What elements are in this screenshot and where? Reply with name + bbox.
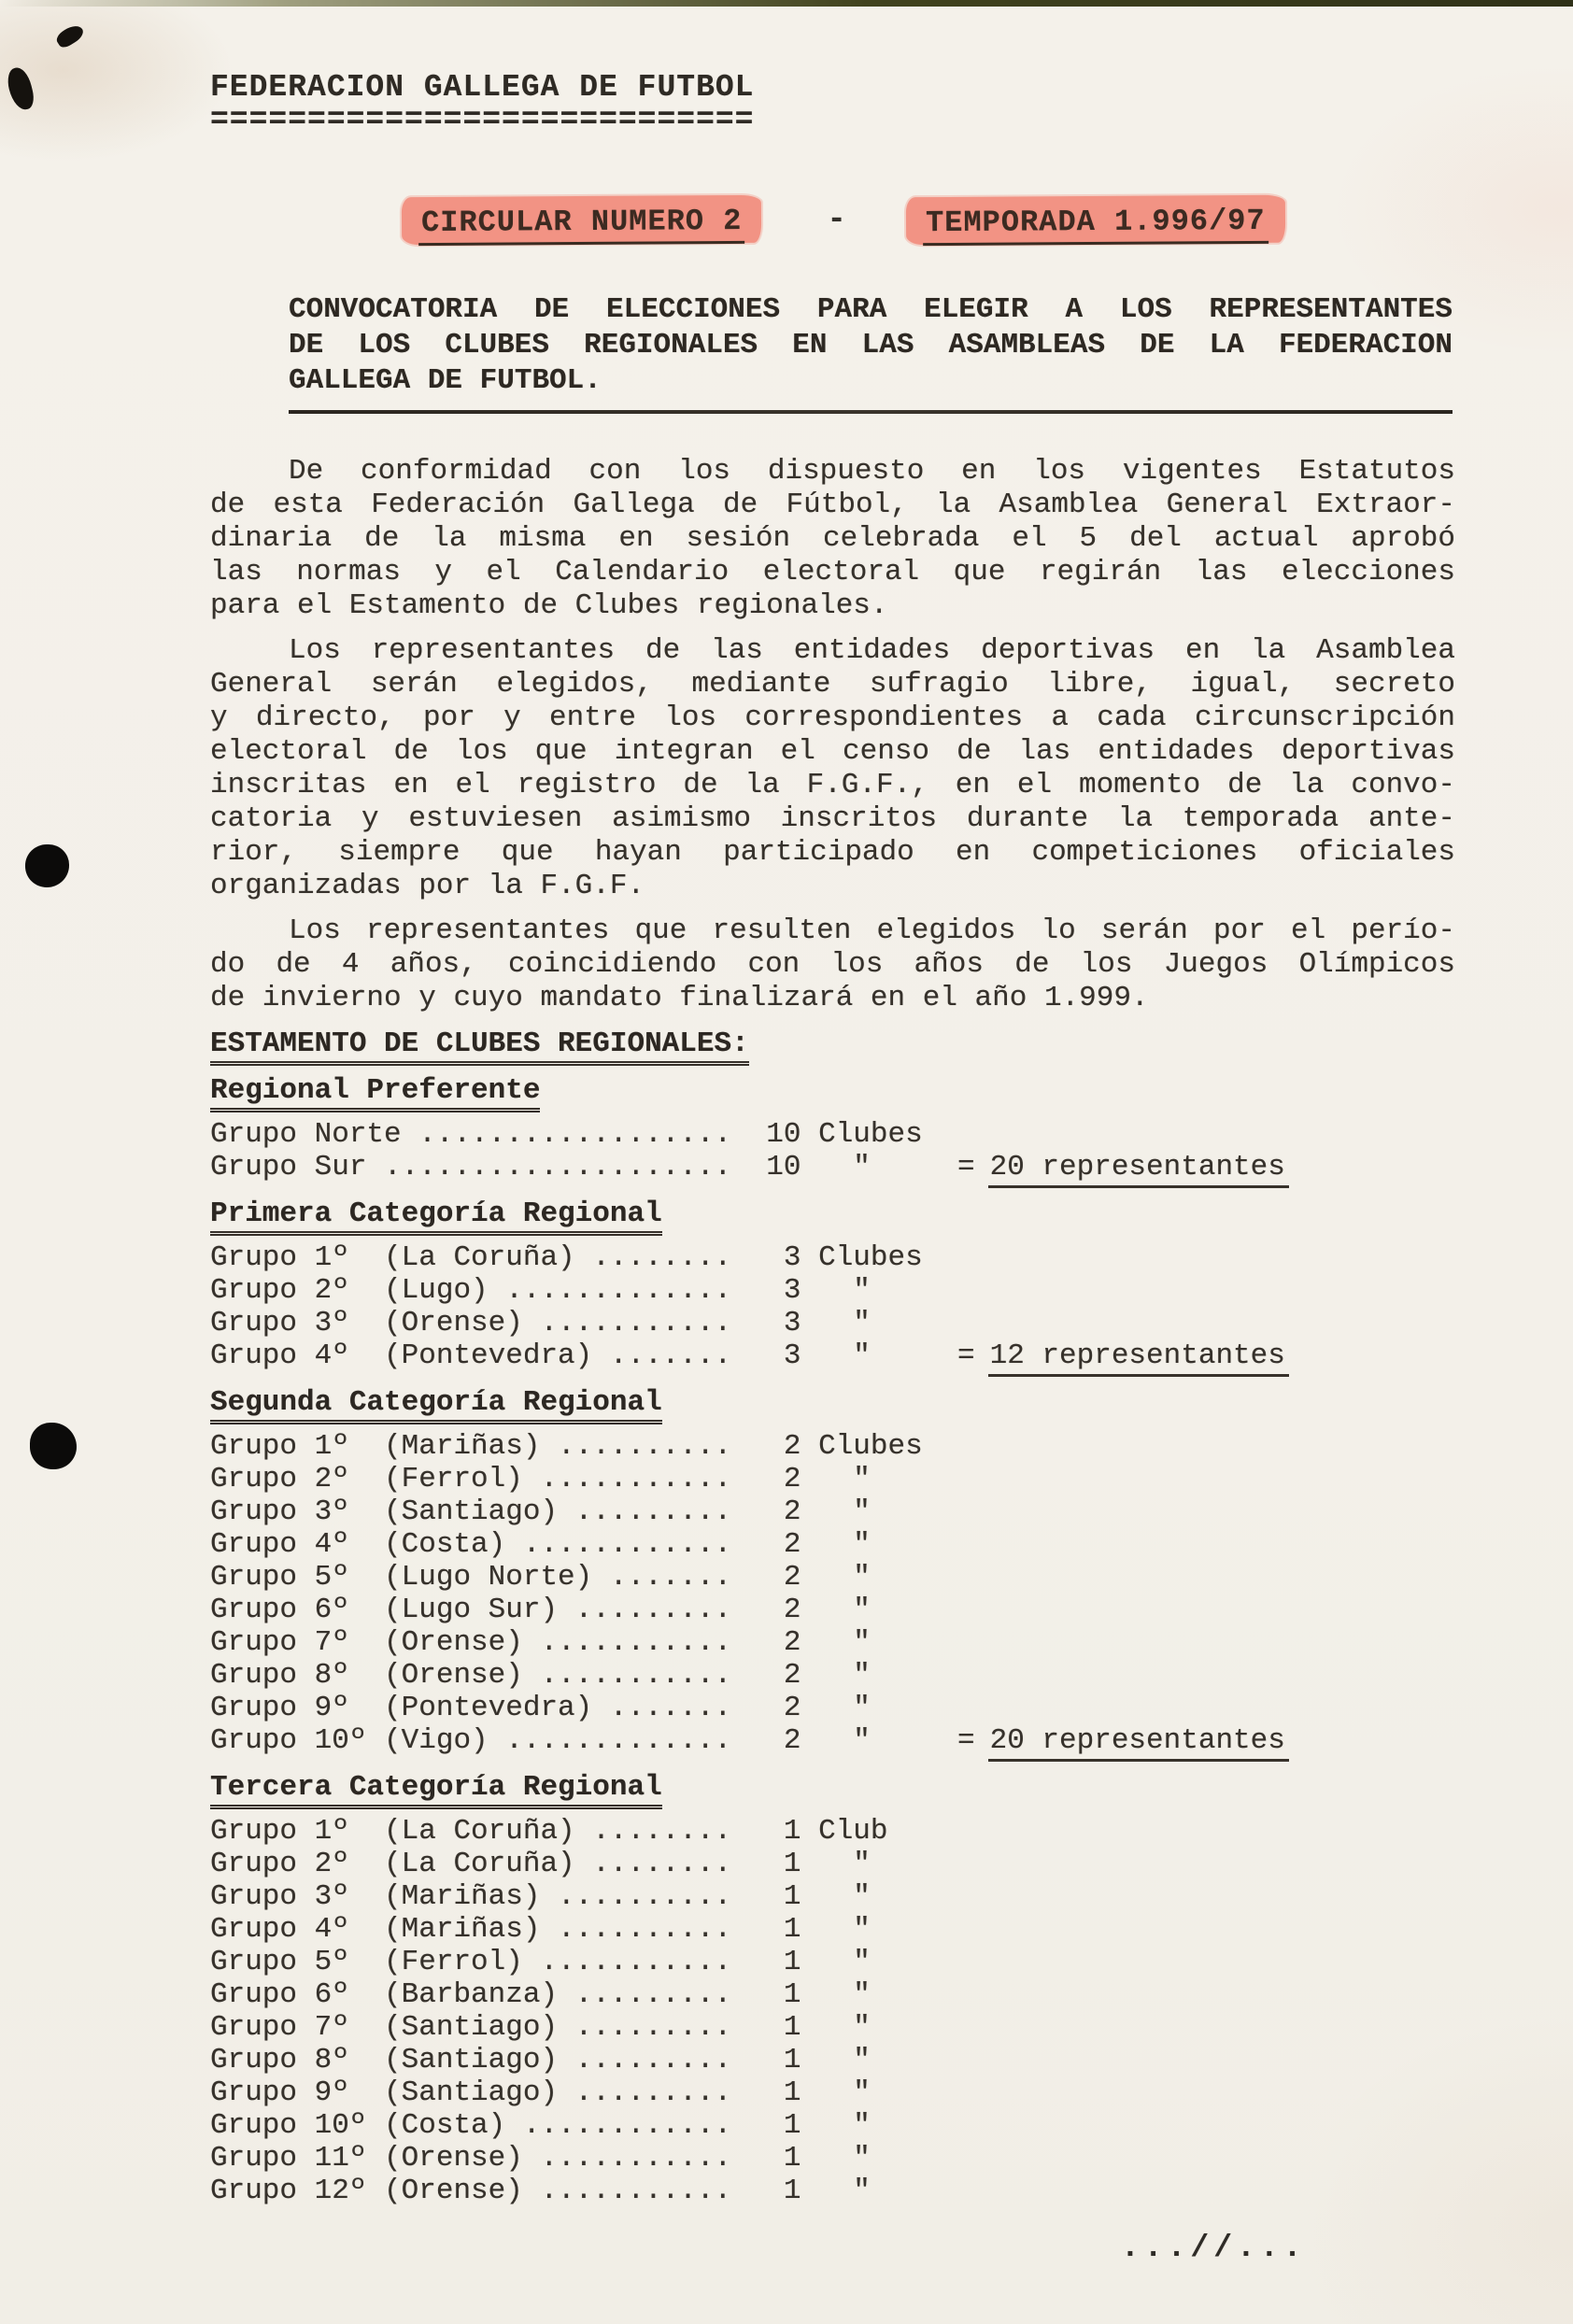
paragraph	[210, 914, 1455, 1015]
table-row	[210, 2142, 1455, 2175]
paragraph-line: para el Estamento de Clubes regionales.	[210, 589, 888, 622]
row-text: Grupo 2º (Lugo) ............. 3 "	[210, 1274, 871, 1307]
paragraph-line: do de 4 años, coincidiendo con los años de los Juegos Olímpicos	[210, 948, 1455, 981]
row-text: Grupo 8º (Orense) ........... 2 "	[210, 1659, 871, 1692]
section-table	[210, 1241, 1455, 1372]
row-total	[957, 1339, 1289, 1372]
section-heading: Segunda Categoría Regional	[210, 1385, 1455, 1421]
title-line: GALLEGA DE FUTBOL.	[289, 364, 602, 397]
circular-number-label: CIRCULAR NUMERO 2	[418, 204, 745, 246]
season-label: TEMPORADA 1.996/97	[923, 204, 1268, 246]
table-row	[210, 2076, 1455, 2109]
row-text: Grupo 8º (Santiago) ......... 1 "	[210, 2044, 871, 2076]
table-row	[210, 2044, 1455, 2076]
table-row	[210, 1307, 1455, 1339]
paragraph	[210, 634, 1455, 903]
equals-sign: =	[957, 1151, 975, 1183]
total-label: 20 representantes	[988, 1151, 1289, 1188]
circular-number-highlight	[402, 195, 762, 245]
row-text: Grupo 10º (Vigo) ............. 2 "	[210, 1724, 871, 1757]
table-row	[210, 1880, 1455, 1913]
row-text: Grupo 4º (Pontevedra) ....... 3 "	[210, 1339, 871, 1372]
row-text: Grupo 4º (Mariñas) .......... 1 "	[210, 1913, 871, 1946]
circular-header-row	[402, 196, 1455, 244]
row-text: Grupo 7º (Santiago) ......... 1 "	[210, 2011, 871, 2044]
row-total	[957, 1724, 1289, 1757]
paragraph-line: catoria y estuviesen asimismo inscritos durante la temporada ante-	[210, 802, 1455, 835]
table-row	[210, 1626, 1455, 1659]
document-title	[289, 292, 1453, 399]
row-text: Grupo 6º (Lugo Sur) ......... 2 "	[210, 1594, 871, 1626]
table-row	[210, 1848, 1455, 1880]
table-row	[210, 1913, 1455, 1946]
row-text: Grupo 6º (Barbanza) ......... 1 "	[210, 1978, 871, 2011]
row-text: Grupo Norte .................. 10 Clubes	[210, 1118, 923, 1151]
table-row	[210, 1339, 1455, 1372]
table-row	[210, 1978, 1455, 2011]
title-underline-rule	[289, 410, 1453, 414]
separator-dash: -	[827, 202, 846, 238]
row-text: Grupo 12º (Orense) ........... 1 "	[210, 2175, 871, 2207]
row-text: Grupo 2º (Ferrol) ........... 2 "	[210, 1463, 871, 1495]
paragraph-line: General serán elegidos, mediante sufragio libre, igual, secreto	[210, 668, 1455, 701]
section-heading: Primera Categoría Regional	[210, 1197, 1455, 1232]
paragraph	[210, 455, 1455, 623]
title-line: DE LOS CLUBES REGIONALES EN LAS ASAMBLEAS DE LA FEDERACION	[289, 329, 1453, 361]
section-table	[210, 1815, 1455, 2207]
equals-sign: =	[957, 1724, 975, 1757]
paragraph-line: organizadas por la F.G.F.	[210, 870, 645, 902]
row-text: Grupo 1º (Mariñas) .......... 2 Clubes	[210, 1430, 923, 1463]
equals-sign: =	[957, 1339, 975, 1372]
section-table	[210, 1430, 1455, 1757]
paragraph-line: rior, siempre que hayan participado en competiciones oficiales	[210, 836, 1455, 869]
table-row	[210, 1274, 1455, 1307]
row-text: Grupo Sur .................... 10 "	[210, 1151, 871, 1183]
row-text: Grupo 4º (Costa) ............ 2 "	[210, 1528, 871, 1561]
title-line: CONVOCATORIA DE ELECCIONES PARA ELEGIR A LOS REPRESENTANTES	[289, 293, 1453, 326]
season-highlight	[906, 195, 1285, 245]
row-text: Grupo 5º (Ferrol) ........... 1 "	[210, 1946, 871, 1978]
paragraph-line: De conformidad con los dispuesto en los vigentes Estatutos	[289, 455, 1455, 488]
row-text: Grupo 3º (Santiago) ......... 2 "	[210, 1495, 871, 1528]
table-row	[210, 1151, 1455, 1183]
table-row	[210, 1561, 1455, 1594]
row-text: Grupo 3º (Orense) ........... 3 "	[210, 1307, 871, 1339]
table-row	[210, 2175, 1455, 2207]
table-row	[210, 1430, 1455, 1463]
table-row	[210, 2011, 1455, 2044]
row-total	[957, 1151, 1289, 1183]
table-row	[210, 2109, 1455, 2142]
table-row	[210, 1815, 1455, 1848]
paragraph-line: de invierno y cuyo mandato finalizará en el año 1.999.	[210, 982, 1149, 1014]
paragraph-line: de esta Federación Gallega de Fútbol, la Asamblea General Extraor-	[210, 489, 1455, 521]
row-text: Grupo 5º (Lugo Norte) ....... 2 "	[210, 1561, 871, 1594]
table-row	[210, 1463, 1455, 1495]
row-text: Grupo 9º (Santiago) ......... 1 "	[210, 2076, 871, 2109]
table-row	[210, 1659, 1455, 1692]
row-text: Grupo 7º (Orense) ........... 2 "	[210, 1626, 871, 1659]
section-heading: Tercera Categoría Regional	[210, 1770, 1455, 1806]
total-label: 12 representantes	[988, 1339, 1289, 1377]
section-heading: Regional Preferente	[210, 1073, 1455, 1109]
table-row	[210, 1692, 1455, 1724]
paragraph-line: las normas y el Calendario electoral que regirán las elecciones	[210, 556, 1455, 588]
continuation-mark: ...//...	[1121, 2231, 1307, 2265]
total-label: 20 representantes	[988, 1724, 1289, 1762]
row-text: Grupo 1º (La Coruña) ........ 3 Clubes	[210, 1241, 923, 1274]
table-row	[210, 1495, 1455, 1528]
paragraph-line: electoral de los que integran el censo de las entidades deportivas	[210, 735, 1455, 768]
row-text: Grupo 1º (La Coruña) ........ 1 Club	[210, 1815, 888, 1848]
table-row	[210, 1724, 1455, 1757]
table-row	[210, 1946, 1455, 1978]
row-text: Grupo 10º (Costa) ............ 1 "	[210, 2109, 871, 2142]
row-text: Grupo 2º (La Coruña) ........ 1 "	[210, 1848, 871, 1880]
row-text: Grupo 9º (Pontevedra) ....... 2 "	[210, 1692, 871, 1724]
letterhead	[210, 71, 1455, 136]
organization-rule: ============================	[210, 103, 755, 137]
table-row	[210, 1528, 1455, 1561]
section-table	[210, 1118, 1455, 1183]
paragraph-line: Los representantes de las entidades deportivas en la Asamblea	[289, 634, 1455, 667]
row-text: Grupo 3º (Mariñas) .......... 1 "	[210, 1880, 871, 1913]
table-row	[210, 1118, 1455, 1151]
estamento-heading: ESTAMENTO DE CLUBES REGIONALES:	[210, 1027, 1455, 1062]
paragraph-line: inscritas en el registro de la F.G.F., en el momento de la convo-	[210, 769, 1455, 801]
table-row	[210, 1594, 1455, 1626]
paragraph-line: Los representantes que resulten elegidos lo serán por el perío-	[289, 914, 1455, 947]
paragraph-line: y directo, por y entre los correspondientes a cada circunscripción	[210, 701, 1455, 734]
row-text: Grupo 11º (Orense) ........... 1 "	[210, 2142, 871, 2175]
paragraph-line: dinaria de la misma en sesión celebrada el 5 del actual aprobó	[210, 522, 1455, 555]
table-row	[210, 1241, 1455, 1274]
organization-name: FEDERACION GALLEGA DE FUTBOL	[210, 70, 755, 105]
